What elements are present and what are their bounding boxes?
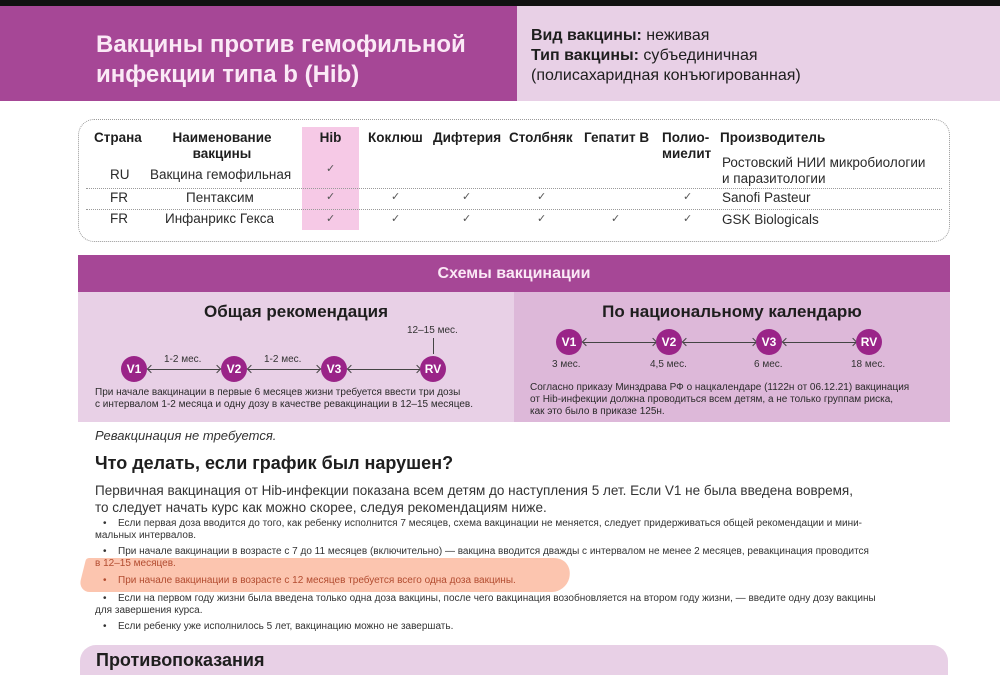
interval-arrow	[583, 342, 656, 343]
row3-pertussis-check-icon: ✓	[391, 213, 401, 225]
interval-v1-v2: 1-2 мес.	[164, 354, 202, 365]
col-header-polio-line2: миелит	[662, 146, 712, 161]
age-v1: 3 мес.	[552, 359, 581, 370]
interval-arrow	[248, 369, 320, 370]
list-item	[95, 546, 943, 570]
row-divider	[86, 209, 942, 210]
col-header-manufacturer: Производитель	[720, 130, 826, 145]
col-header-vaccine-name	[160, 130, 284, 162]
page-title-line1: Вакцины против гемофильной	[96, 31, 466, 58]
row2-manufacturer: Sanofi Pasteur	[722, 190, 811, 205]
dose-rv-badge: RV	[420, 356, 446, 382]
list-item-text-cont: для завершения курса.	[95, 605, 203, 616]
list-item-text: Если первая доза вводится до того, как ребенку исполнится 7 месяцев, схема вакцинации не меняется, следует придерживаться общей рекомендации и мини-	[118, 518, 863, 529]
scheme-national-title: По национальному календарю	[602, 302, 862, 321]
intro-line1: Первичная вакцинация от Hib-инфекции показана всем детям до наступления 5 лет. Если V1 не была введена вовремя,	[95, 483, 853, 498]
scheme-national-note-line1: Согласно приказу Минздрава РФ о нацкалендаре (1122н от 06.12.21) вакцинация	[530, 382, 910, 393]
interval-v2-v3: 1-2 мес.	[264, 354, 302, 365]
row2-hib-check-icon: ✓	[326, 191, 336, 203]
row3-hib-check-icon: ✓	[326, 213, 336, 225]
list-item-text-cont: в 12–15 месяцев.	[95, 558, 176, 569]
vaccine-info	[531, 26, 801, 86]
list-item-highlighted	[103, 575, 943, 587]
dose-v2-badge: V2	[221, 356, 247, 382]
row2-polio-check-icon: ✓	[683, 191, 693, 203]
dose-v2-badge: V2	[656, 329, 682, 355]
scheme-national-note-line3: как это было в приказе 125н.	[530, 406, 665, 417]
bullet-icon: •	[103, 518, 107, 529]
list-item-text-cont: мальных интервалов.	[95, 530, 197, 541]
row1-country: RU	[110, 167, 130, 182]
schedule-broken-intro	[95, 482, 935, 516]
page-title-line2: инфекции типа b (Hib)	[96, 61, 360, 88]
row-divider	[86, 188, 942, 189]
contraindications-section	[80, 645, 948, 675]
row3-manufacturer: GSK Biologicals	[722, 212, 819, 227]
col-header-tetanus: Столбняк	[509, 130, 573, 145]
interval-arrow	[148, 369, 220, 370]
dose-v1-badge: V1	[556, 329, 582, 355]
row2-pertussis-check-icon: ✓	[391, 191, 401, 203]
list-item-text: При начале вакцинации в возрасте с 7 до 11 месяцев (включительно) — вакцина вводится дважды с интервалом не менее 2 месяцев, ревакцинация проводится	[118, 546, 869, 557]
row1-manufacturer	[722, 155, 925, 187]
row3-tetanus-check-icon: ✓	[537, 213, 547, 225]
row1-manufacturer-line2: и паразитологии	[722, 171, 826, 186]
scheme-general-title: Общая рекомендация	[203, 302, 389, 321]
row3-country: FR	[110, 211, 128, 226]
scheme-general-note-line1: При начале вакцинации в первые 6 месяцев жизни требуется ввести три дозы	[95, 387, 461, 398]
dose-v3-badge: V3	[756, 329, 782, 355]
bullet-icon: •	[103, 546, 107, 557]
vaccine-kind-label: Вид вакцины:	[531, 27, 642, 44]
col-header-vaccine-name-line2: вакцины	[192, 146, 252, 161]
age-v3: 6 мес.	[754, 359, 783, 370]
row3-hepb-check-icon: ✓	[611, 213, 621, 225]
interval-arrow	[783, 342, 856, 343]
row1-hib-check-icon: ✓	[326, 163, 336, 175]
dose-rv-badge: RV	[856, 329, 882, 355]
age-v2: 4,5 мес.	[650, 359, 687, 370]
dose-v3-badge: V3	[321, 356, 347, 382]
schedule-broken-title: Что делать, если график был нарушен?	[95, 453, 454, 473]
row1-manufacturer-line1: Ростовский НИИ микробиологии	[722, 155, 926, 170]
scheme-general-note	[95, 387, 473, 411]
row2-diphtheria-check-icon: ✓	[462, 191, 472, 203]
row3-diphtheria-check-icon: ✓	[462, 213, 472, 225]
row2-tetanus-check-icon: ✓	[537, 191, 547, 203]
scheme-national-note	[530, 382, 909, 418]
list-item-text: При начале вакцинации в возрасте с 12 месяцев требуется всего одна доза вакцины.	[118, 575, 516, 586]
col-header-country: Страна	[94, 130, 142, 145]
intro-line2: то следует начать курс как можно скорее, следуя рекомендациям ниже.	[95, 500, 547, 515]
list-item-text: Если ребенку уже исполнилось 5 лет, вакцинацию можно не завершать.	[118, 621, 454, 632]
list-item	[103, 621, 943, 633]
interval-arrow	[348, 369, 420, 370]
scheme-national	[514, 292, 950, 422]
bullet-icon: •	[103, 621, 107, 632]
col-header-hib: Hib	[319, 130, 342, 145]
revaccination-note: Ревакцинация не требуется.	[95, 428, 277, 443]
scheme-national-note-line2: от Hib-инфекции должна проводиться всем детям, а не только группам риска,	[530, 394, 894, 405]
list-item	[95, 518, 943, 542]
age-rv: 18 мес.	[851, 359, 886, 370]
vaccine-kind	[531, 26, 801, 46]
col-header-vaccine-name-line1: Наименование	[172, 130, 272, 145]
row2-country: FR	[110, 190, 128, 205]
bullet-icon: •	[103, 575, 107, 586]
list-item	[95, 593, 943, 617]
row2-vaccine-name: Пентаксим	[186, 190, 254, 205]
col-header-diphtheria: Дифтерия	[433, 130, 502, 145]
vaccine-type	[531, 46, 801, 66]
dose-v1-badge: V1	[121, 356, 147, 382]
scheme-general	[78, 292, 514, 422]
vaccine-type-value: субъединичная	[638, 47, 758, 64]
scheme-general-note-line2: с интервалом 1-2 месяца и одну дозу в качестве ревакцинации в 12–15 месяцев.	[95, 399, 473, 410]
schemes-header: Схемы вакцинации	[78, 255, 950, 292]
bullet-icon: •	[103, 593, 107, 604]
rv-timing-marker	[433, 338, 434, 354]
rv-timing-label: 12–15 мес.	[407, 325, 458, 336]
row1-vaccine-name: Вакцина гемофильная	[150, 167, 292, 182]
title-banner	[0, 6, 514, 101]
col-header-polio	[662, 130, 711, 162]
col-header-pertussis: Коклюш	[368, 130, 423, 145]
vaccine-type-detail: (полисахаридная конъюгированная)	[531, 67, 801, 84]
row3-polio-check-icon: ✓	[683, 213, 693, 225]
contraindications-title: Противопоказания	[96, 650, 265, 670]
page-title	[96, 30, 466, 90]
interval-arrow	[683, 342, 756, 343]
list-item-text: Если на первом году жизни была введена только одна доза вакцины, после чего вакцинация возобновляется на втором году жизни, — введите одну дозу вакцины	[118, 593, 876, 604]
col-header-polio-line1: Полио-	[662, 130, 710, 145]
row3-vaccine-name: Инфанрикс Гекса	[165, 211, 275, 226]
vaccine-type-label: Тип вакцины:	[531, 47, 639, 64]
col-header-hepb: Гепатит B	[584, 130, 650, 145]
vaccine-kind-value: неживая	[641, 27, 710, 44]
vaccine-info-panel	[514, 6, 1000, 101]
